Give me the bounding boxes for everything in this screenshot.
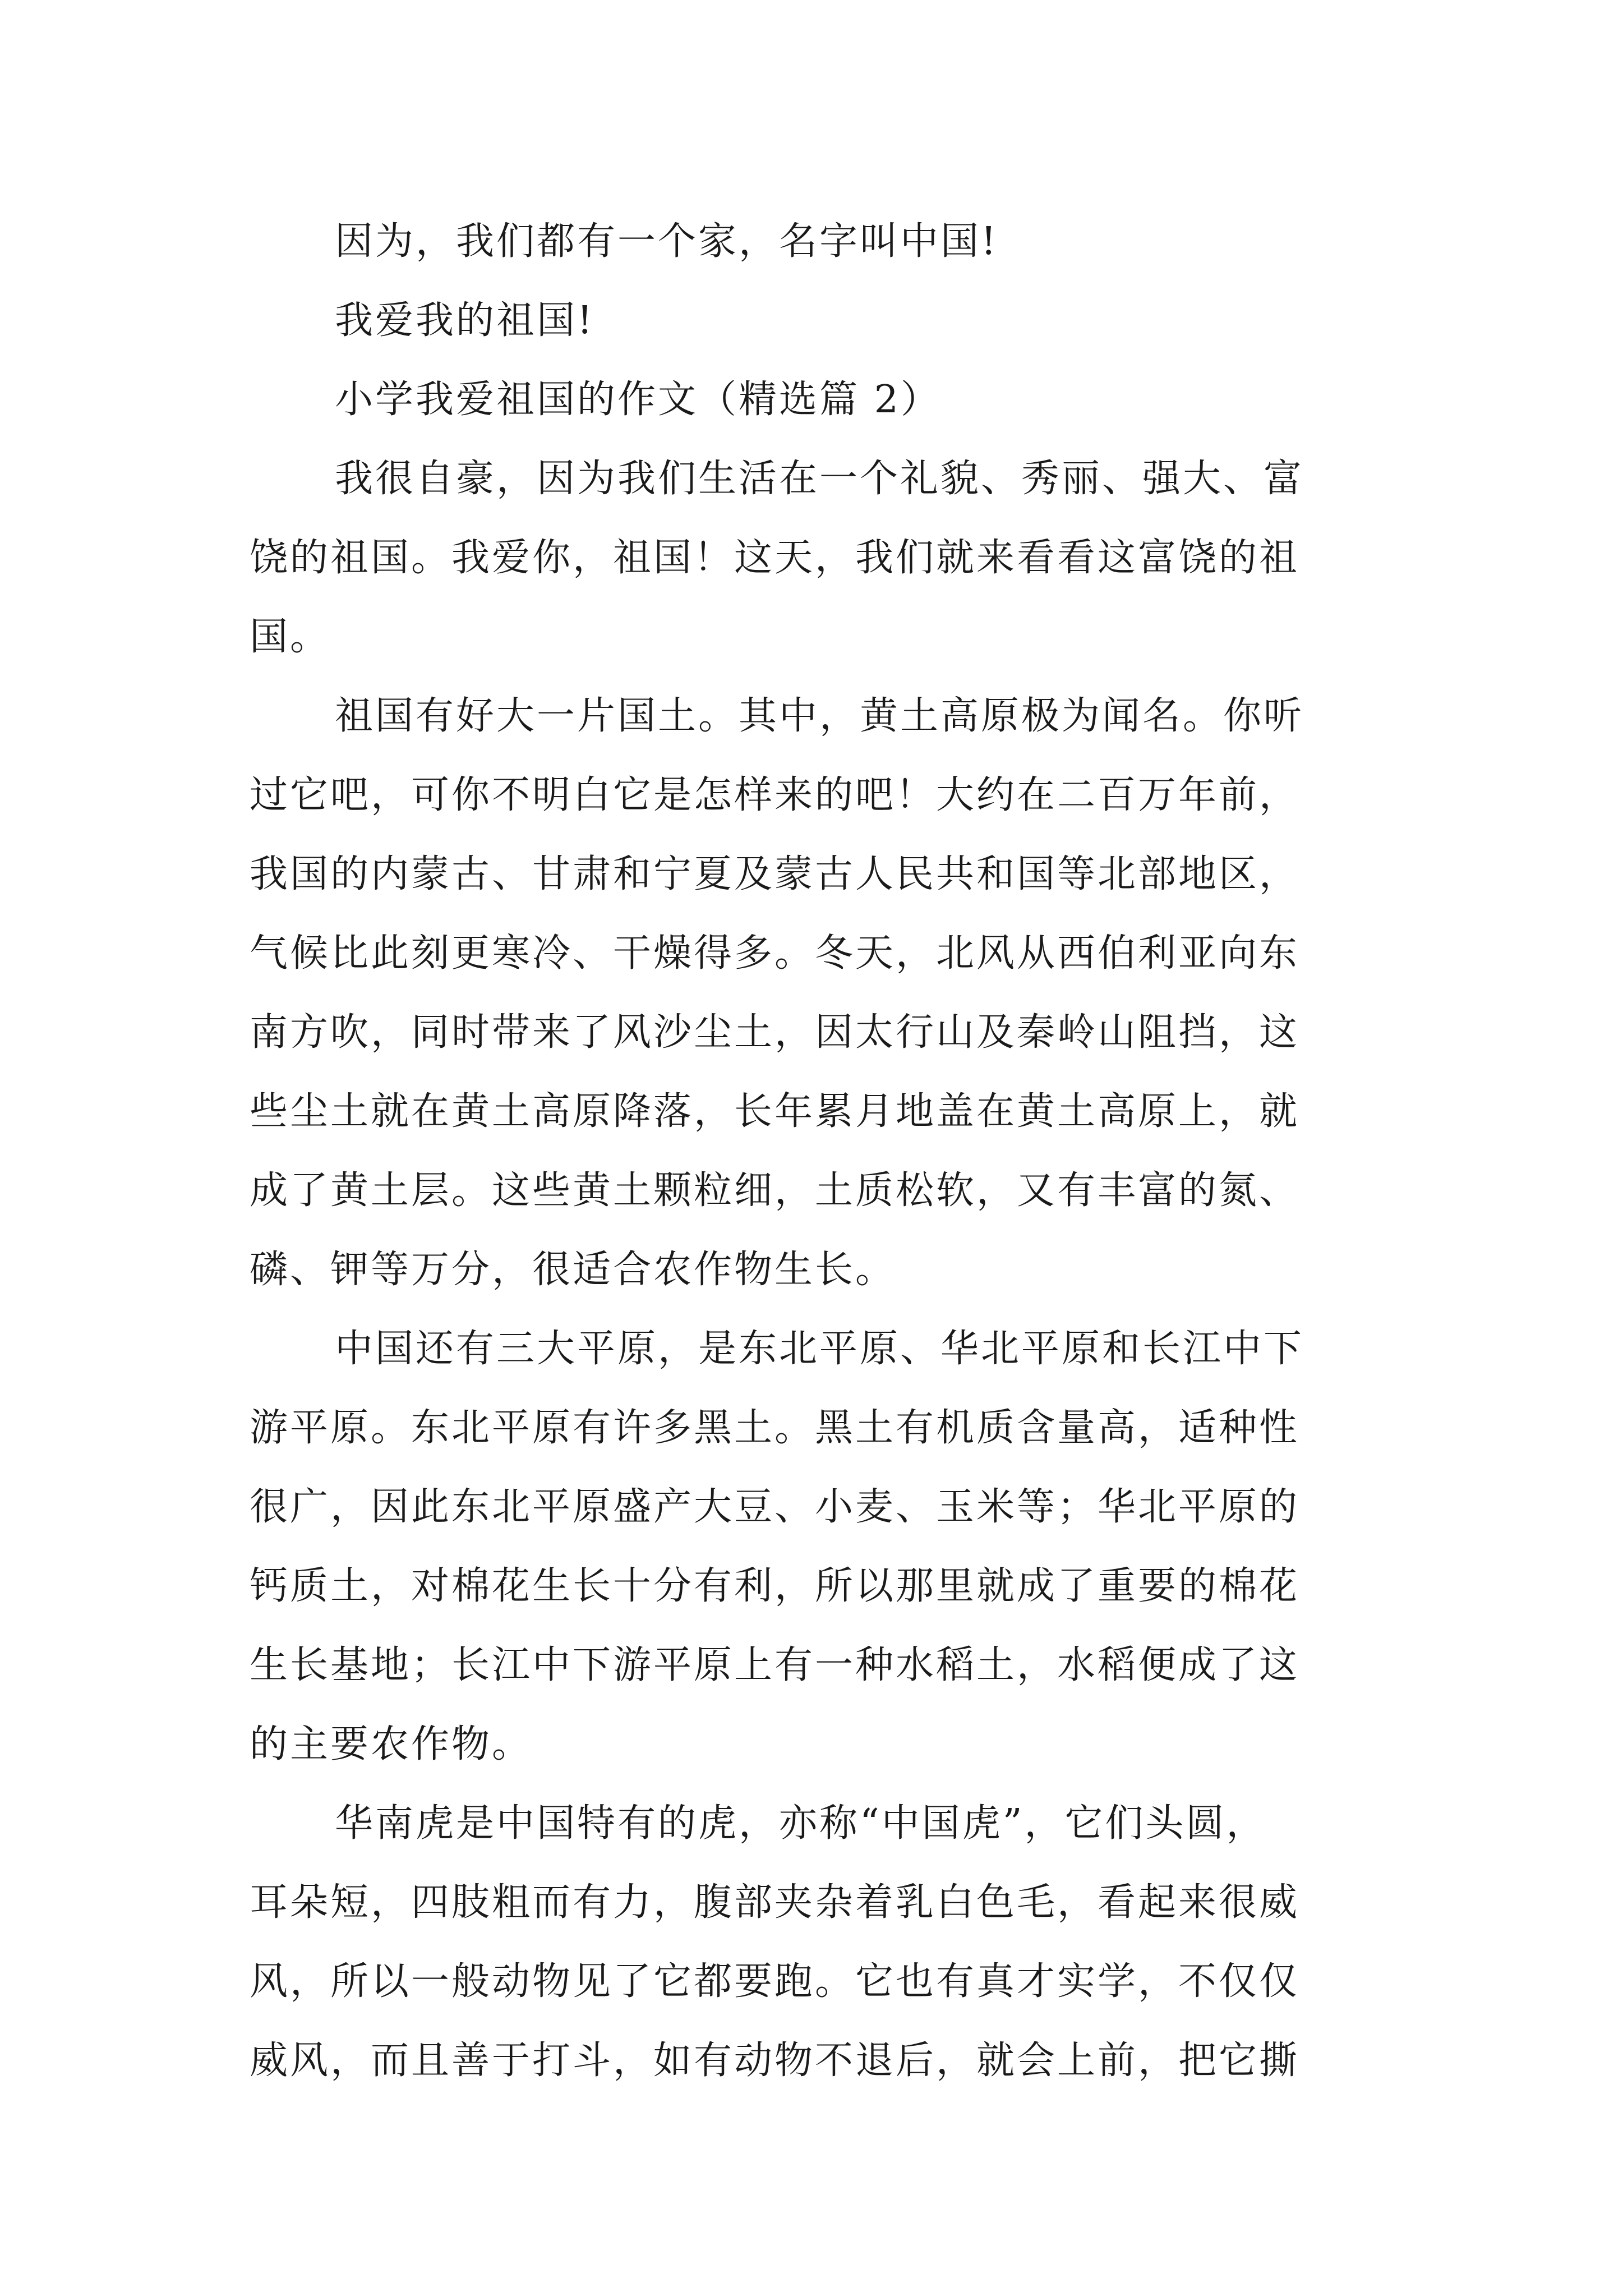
paragraph-first-line: 我爱我的祖国! [335,298,595,343]
paragraph-line: 钙质土，对棉花生长十分有利，所以那里就成了重要的棉花 [250,1564,1300,1608]
paragraph-line: 风，所以一般动物见了它都要跑。它也有真才实学，不仅仅 [250,1959,1300,2004]
paragraph-line: 耳朵短，四肢粗而有力，腹部夹杂着乳白色毛，看起来很威 [250,1880,1300,1925]
paragraph-line: 磷、钾等万分，很适合农作物生长。 [250,1248,896,1292]
paragraph-line: 很广，因此东北平原盛产大豆、小麦、玉米等；华北平原的 [250,1485,1300,1529]
paragraph-line: 国。 [250,615,331,659]
paragraph-line: 饶的祖国。我爱你，祖国！这天，我们就来看看这富饶的祖 [250,536,1300,580]
paragraph-line: 成了黄土层。这些黄土颗粒细，土质松软，又有丰富的氮、 [250,1168,1300,1213]
paragraph-first-line: 华南虎是中国特有的虎，亦称“中国虎”，它们头圆， [335,1801,1267,1846]
paragraph-first-line: 因为，我们都有一个家，名字叫中国! [335,219,999,264]
paragraph-first-line: 小学我爱祖国的作文（精选篇 2） [335,378,941,422]
paragraph-line: 生长基地；长江中下游平原上有一种水稻土，水稻便成了这 [250,1643,1300,1687]
paragraph-line: 游平原。东北平原有许多黑土。黑土有机质含量高，适种性 [250,1406,1300,1450]
paragraph-first-line: 祖国有好大一片国土。其中，黄土高原极为闻名。你听 [335,694,1304,738]
paragraph-line: 威风，而且善于打斗，如有动物不退后，就会上前，把它撕 [250,2039,1300,2083]
paragraph-first-line: 中国还有三大平原，是东北平原、华北平原和长江中下 [335,1327,1304,1371]
paragraph-line: 南方吹，同时带来了风沙尘土，因太行山及秦岭山阻挡，这 [250,1010,1300,1055]
paragraph-line: 气候比此刻更寒冷、干燥得多。冬天，北风从西伯利亚向东 [250,931,1300,976]
paragraph-line: 些尘土就在黄土高原降落，长年累月地盖在黄土高原上，就 [250,1089,1300,1134]
paragraph-line: 的主要农作物。 [250,1722,533,1766]
paragraph-line: 我国的内蒙古、甘肃和宁夏及蒙古人民共和国等北部地区， [250,852,1300,896]
document-body [250,202,1391,2100]
paragraph-line: 过它吧，可你不明白它是怎样来的吧！大约在二百万年前， [250,773,1300,817]
paragraph-first-line: 我很自豪，因为我们生活在一个礼貌、秀丽、强大、富 [335,457,1304,501]
